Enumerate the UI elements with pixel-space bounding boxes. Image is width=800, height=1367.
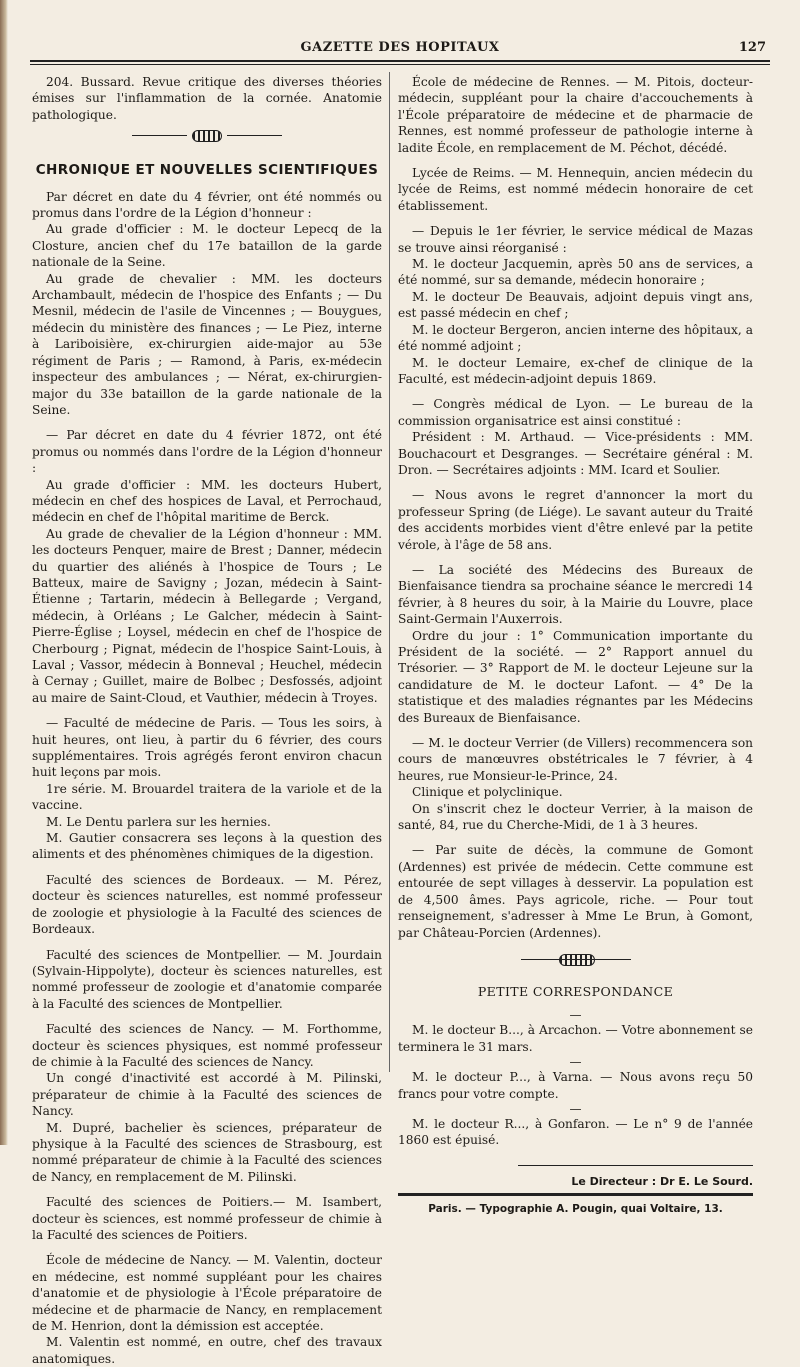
paragraph: Faculté des sciences de Montpellier. — M. Jourdain (Sylvain-Hippolyte), docteur ès sciences naturelles, est nommé professeur de zoologie et d'anatomie comparée à la Faculté des sciences de Montpellier. xyxy=(32,947,382,1011)
paragraph: On s'inscrit chez le docteur Verrier, à la maison de santé, 84, rue du Cherche-Midi, de 1 à 3 heures. xyxy=(398,801,753,833)
paragraph: M. le docteur Lemaire, ex-chef de clinique de la Faculté, est médecin-adjoint depuis 1869. xyxy=(398,355,753,386)
paragraph: M. Dupré, bachelier ès sciences, préparateur de physique à la Faculté des sciences de Strasbourg, est nommé préparateur de chimie à la Faculté des sciences de Nancy, en remplacement de M. Pilinski. xyxy=(32,1120,382,1184)
paragraph: M. Le Dentu parlera sur les hernies. xyxy=(46,814,271,829)
director-signature: Le Directeur : Dr E. Le Sourd. xyxy=(571,1174,753,1188)
page-number: 127 xyxy=(738,40,766,55)
right-column xyxy=(398,74,753,1218)
paragraph: Un congé d'inactivité est accordé à M. Pilinski, préparateur de chimie à la Faculté des sciences de Nancy. xyxy=(32,1071,382,1119)
paragraph: Faculté des sciences de Poitiers.— M. Isambert, docteur ès sciences, est nommé professeur de chimie à la Faculté des sciences de Poitiers. xyxy=(32,1195,382,1242)
column-divider xyxy=(389,72,390,1072)
header-rule xyxy=(30,60,770,65)
left-column xyxy=(32,74,382,1367)
paragraph: — Depuis le 1er février, le service médical de Mazas se trouve ainsi réorganisé : xyxy=(398,224,753,255)
page-header xyxy=(30,36,770,58)
paragraph: Au grade d'officier : M. le docteur Lepecq de la Closture, ancien chef du 17e bataillon de la garde nationale de la Seine. xyxy=(32,222,382,270)
paragraph: École de médecine de Rennes. — M. Pitois, docteur-médecin, suppléant pour la chaire d'accouchements à l'École préparatoire de médecine et de pharmacie de Rennes, est nommé professeur de pathologie interne à ladite École, en remplacement de M. Péchot, décédé. xyxy=(398,75,753,155)
paragraph: M. le docteur R..., à Gonfaron. — Le n° 9 de l'année 1860 est épuisé. xyxy=(398,1116,753,1148)
dash-separator: — xyxy=(569,1008,582,1023)
running-title: GAZETTE DES HOPITAUX xyxy=(300,40,500,55)
bibliography-item-204: 204. Bussard. Revue critique des diverses théories émises sur l'inflammation de la cornée. Anatomie pathologique. xyxy=(32,75,382,122)
paragraph: M. Gautier consacrera ses leçons à la question des aliments et des phénomènes chimiques de la digestion. xyxy=(32,831,382,862)
footer-rule xyxy=(518,1165,753,1166)
paragraph: — M. le docteur Verrier (de Villers) recommencera son cours de manœuvres obstétricales le 7 février, à 4 heures, rue Monsieur-le-Prince, 24. xyxy=(398,736,753,783)
page-edge-shadow xyxy=(0,0,8,1145)
paragraph: Lycée de Reims. — M. Hennequin, ancien médecin du lycée de Reims, est nommé médecin honoraire de cet établissement. xyxy=(398,166,753,213)
paragraph: M. le docteur Bergeron, ancien interne des hôpitaux, a été nommé adjoint ; xyxy=(398,322,753,354)
paragraph: Ordre du jour : 1° Communication importante du Président de la société. — 2° Rapport annuel du Trésorier. — 3° Rapport de M. le docteur Lejeune sur la candidature de M. le docteur Lafont. — 4° De la statistique et des maladies régnantes par les Médecins des Bureaux de Bienfaisance. xyxy=(398,628,753,725)
paragraph: M. le docteur P..., à Varna. — Nous avons reçu 50 francs pour votre compte. xyxy=(398,1070,753,1101)
paragraph: Président : M. Arthaud. — Vice-présidents : MM. Bouchacourt et Desgranges. — Secrétaire général : M. Dron. — Secrétaires adjoints : MM. Icard et Soulier. xyxy=(398,430,753,477)
footer-thick-rule xyxy=(398,1193,753,1196)
paragraph: — Nous avons le regret d'annoncer la mort du professeur Spring (de Liége). Le savant auteur du Traité des accidents morbides vient d'être enlevé par la petite vérole, à l'âge de 58 ans. xyxy=(398,488,753,552)
dash-separator: — xyxy=(569,1101,582,1116)
paragraph: Faculté des sciences de Nancy. — M. Forthomme, docteur ès sciences physiques, est nommé professeur de chimie à la Faculté des sciences de Nancy. xyxy=(32,1022,382,1069)
paragraph: — Faculté de médecine de Paris. — Tous les soirs, à huit heures, ont lieu, à partir du 6 février, des cours supplémentaires. Trois agrégés feront environ chacun huit leçons par mois. xyxy=(32,716,382,780)
paragraph: École de médecine de Nancy. — M. Valentin, docteur en médecine, est nommé suppléant pour les chaires d'anatomie et de physiologie à l'École préparatoire de médecine et de pharmacie de Nancy, en remplacement de M. Henrion, dont la démission est acceptée. xyxy=(32,1253,382,1334)
paragraph: Par décret en date du 4 février, ont été nommés ou promus dans l'ordre de la Légion d'honneur : xyxy=(32,189,382,221)
paragraph: Clinique et polyclinique. xyxy=(412,785,563,800)
paragraph: — La société des Médecins des Bureaux de Bienfaisance tiendra sa prochaine séance le mercredi 14 février, à 8 heures du soir, à la Mairie du Louvre, place Saint-Germain l'Auxerrois. xyxy=(398,562,753,627)
paragraph: — Congrès médical de Lyon. — Le bureau de la commission organisatrice est ainsi constitué : xyxy=(398,397,753,428)
paragraph: Au grade de chevalier de la Légion d'honneur : MM. les docteurs Penquer, maire de Brest ; Danner, médecin du quartier des aliénés à l'hospice de Tours ; Le Batteux, maire de Savigny ; Jozan, médecin à Saint-Étienne ; Tartarin, médecin à Bellegarde ; Vergand, médecin, à Orléans ; Le Galcher, médecin à Saint-Pierre-Église ; Loysel, médecin en chef de l'hospice de Cherbourg ; Pignat, médecin de l'hospice Saint-Louis, à Laval ; Vassor, médecin à Bonneval ; Heuchel, médecin à Cernay ; Guillet, maire de Bolbec ; Desfossés, adjoint au maire de Saint-Cloud, et Vauthier, médecin à Troyes. xyxy=(32,526,382,705)
separator-ornament xyxy=(521,953,631,967)
paragraph: Faculté des sciences de Bordeaux. — M. Pérez, docteur ès sciences naturelles, est nommé professeur de zoologie et physiologie à la Faculté des sciences de Bordeaux. xyxy=(32,872,382,937)
paragraph: M. le docteur B..., à Arcachon. — Votre abonnement se terminera le 31 mars. xyxy=(398,1023,753,1054)
paragraph: M. Valentin est nommé, en outre, chef des travaux anatomiques. xyxy=(32,1335,382,1366)
chronique-heading: CHRONIQUE ET NOUVELLES SCIENTIFIQUES xyxy=(35,162,379,179)
separator-ornament xyxy=(132,129,282,143)
paragraph: Au grade de chevalier : MM. les docteurs Archambault, médecin de l'hospice des Enfants ; — Du Mesnil, médecin de l'asile de Vincennes ; — Bouygues, médecin du ministère des finances ; — Le Piez, interne à Lariboisière, ex-chirurgien aide-major au 53e régiment de Paris ; — Ramond, à Paris, ex-médecin inspecteur des ambulances ; — Nérat, ex-chirurgien-major du 33e bataillon de la garde nationale de la Seine. xyxy=(32,271,382,417)
dash-separator: — xyxy=(569,1055,582,1070)
paragraph: M. le docteur Jacquemin, après 50 ans de services, a été nommé, sur sa demande, médecin honoraire ; xyxy=(398,257,753,288)
paragraph: M. le docteur De Beauvais, adjoint depuis vingt ans, est passé médecin en chef ; xyxy=(398,289,753,321)
petite-correspondance-heading: PETITE CORRESPONDANCE xyxy=(477,983,674,999)
paragraph: — Par décret en date du 4 février 1872, ont été promus ou nommés dans l'ordre de la Légion d'honneur : xyxy=(32,428,382,476)
paragraph: — Par suite de décès, la commune de Gomont (Ardennes) est privée de médecin. Cette commune est entourée de sept villages à desservir. La population est de 4,500 âmes. Pays agricole, riche. — Pour tout renseignement, s'adresser à Mme Le Brun, à Gomont, par Château-Porcien (Ardennes). xyxy=(398,843,753,940)
paragraph: Au grade d'officier : MM. les docteurs Hubert, médecin en chef des hospices de Laval, et Perrochaud, médecin en chef de l'hôpital maritime de Berck. xyxy=(32,477,382,525)
paragraph: 1re série. M. Brouardel traitera de la variole et de la vaccine. xyxy=(32,781,382,813)
printer-imprint: Paris. — Typographie A. Pougin, quai Voltaire, 13. xyxy=(428,1203,723,1216)
